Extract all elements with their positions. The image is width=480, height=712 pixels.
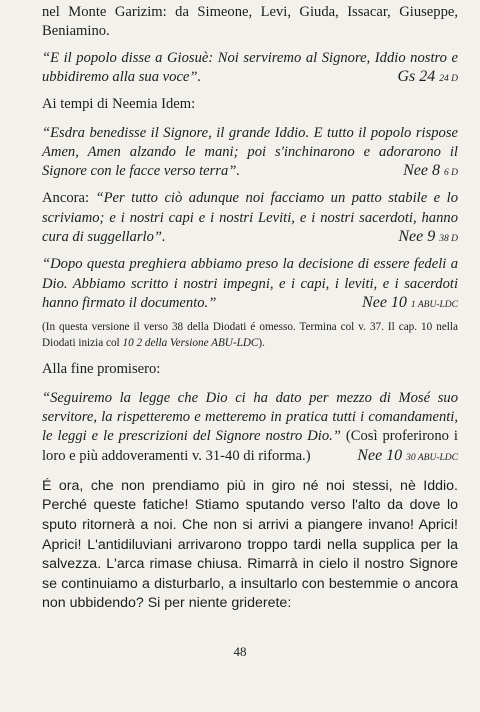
paragraph-e-ora: É ora, che non prendiamo più in giro né noi stessi, nè Iddio. Perché queste fatiche! Stiamo sputando verso l'alto da dove lo sputo ritornerà a noi. Che non si arrivi a piangere invano! Aprici! Aprici! L'antidiluviani arrivarono troppo tardi nella supplica per la salvezza. L'arca rimase chiusa. Rimarrà in cielo il nostro Signore se continuiamo a disturbarlo, a insultarlo con bestemmie o ancora non ubbidendo? Si per niente griderete: <box>42 477 458 612</box>
quote-joshua-text: “E il popolo disse a Giosuè: Noi serviremo al Signore, Iddio nostro e ubbidiremo alla sua voce”. <box>42 49 458 86</box>
reference-nee-8: Nee 8 6 D <box>403 162 458 180</box>
reference-gs: Gs 24 24 D <box>397 68 458 86</box>
reference-nee-10-1: Nee 10 1 ABU-LDC <box>362 294 458 312</box>
version-note: (In questa versione il verso 38 della Diodati é omesso. Termina col v. 37. Il cap. 10 nella Diodati inizia col 10 2 della Versione ABU-LDC). <box>42 321 458 349</box>
quote-esdra <box>42 124 458 181</box>
paragraph-neemia: Ai tempi di Neemia Idem: <box>42 96 196 113</box>
quote-preghiera <box>42 255 458 312</box>
quote-legge-text: “Seguiremo la legge che Dio ci ha dato per mezzo di Mosé suo servitore, la rispetteremo e metteremo in pratica tutti i comandamenti, le leggi e le prescrizioni del Signore nostro Dio.” <box>42 389 458 445</box>
reference-nee-10-30: Nee 10 30 ABU-LDC <box>357 446 458 464</box>
paragraph-promisero: Alla fine promisero: <box>42 361 161 378</box>
quote-legge: “Seguiremo la legge che Dio ci ha dato per mezzo di Mosé suo servitore, la rispetteremo e metteremo in pratica tutti i comandamenti, le leggi e le prescrizioni del Signore nostro Dio.” (Così proferirono i loro e più addoveramenti v. 31-40 di riforma.) Nee 10 30 ABU-LDC <box>42 389 458 464</box>
paragraph-ancora: Ancora: “Per tutto ciò adunque noi facciamo un patto stabile e lo scriviamo; e i nostri capi e i nostri Leviti, e i nostri sacerdoti, hanno cura di suggellarlo”. Nee 9 38 D <box>42 190 458 246</box>
quote-patto-text: “Per tutto ciò adunque noi facciamo un patto stabile e lo scriviamo; e i nostri capi e i nostri Leviti, e i nostri sacerdoti, hanno cura di suggellarlo”. <box>42 190 458 246</box>
page-number: 48 <box>233 644 247 659</box>
reference-nee-9: Nee 9 38 D <box>398 228 458 246</box>
quote-joshua <box>42 49 458 86</box>
quote-preghiera-text: “Dopo questa preghiera abbiamo preso la decisione di essere fedeli a Dio. Abbiamo scritto i nostri impegni, e i capi, i leviti, e i sacerdoti hanno firmato il documento.” <box>42 256 458 312</box>
quote-esdra-text: “Esdra benedisse il Signore, il grande Iddio. E tutto il popolo rispose Amen, Amen alzando le mani; poi s'inchinarono e adorarono il Signore con le facce verso terra”. <box>42 124 458 180</box>
paragraph-tribes: nel Monte Garizim: da Simeone, Levi, Giuda, Issacar, Giuseppe, Beniamino. <box>42 4 458 40</box>
